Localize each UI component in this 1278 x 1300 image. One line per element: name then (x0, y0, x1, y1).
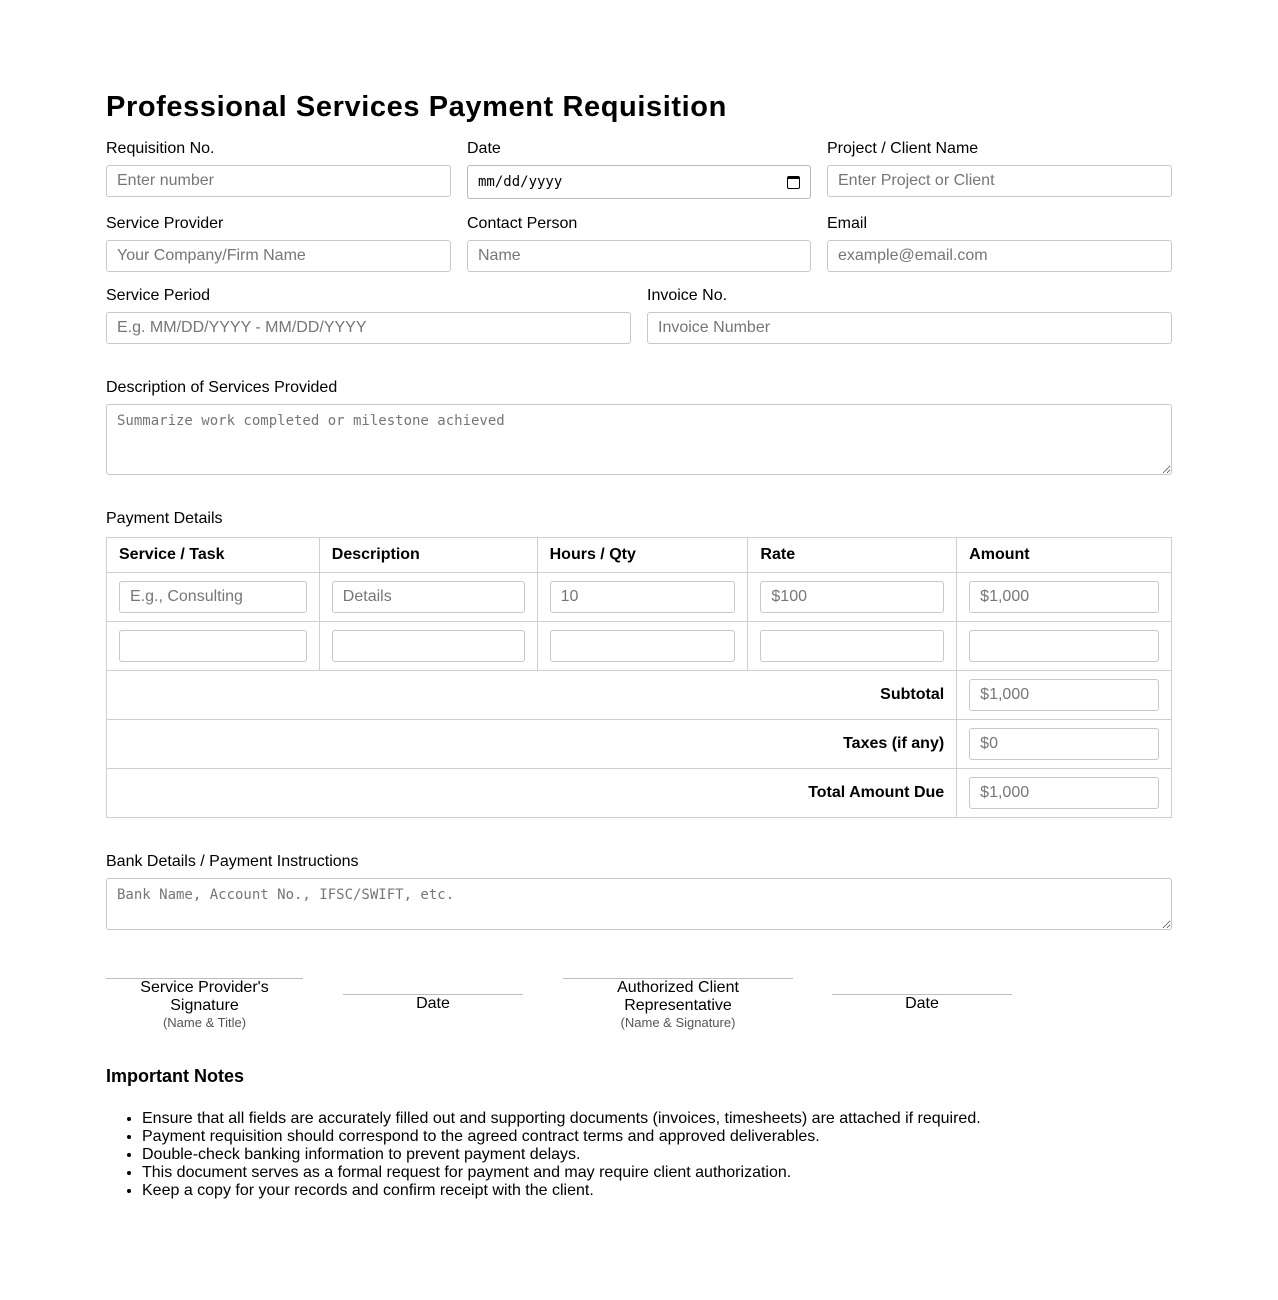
project-label: Project / Client Name (827, 140, 979, 157)
service-provider-label: Service Provider (106, 215, 224, 232)
taxes-label: Taxes (if any) (107, 720, 957, 769)
service-period-label: Service Period (106, 287, 211, 304)
column-header: Hours / Qty (537, 538, 748, 573)
notes-heading: Important Notes (106, 1066, 245, 1086)
bank-details-textarea[interactable] (106, 878, 1172, 930)
contact-person-field (467, 215, 811, 275)
notes-list (106, 1110, 1208, 1200)
invoice-no-field (647, 287, 1172, 347)
requisition-no-label: Requisition No. (106, 140, 215, 157)
invoice-no-label: Invoice No. (647, 287, 728, 304)
total-label: Total Amount Due (107, 769, 957, 818)
column-header: Amount (957, 538, 1172, 573)
subtotal-label: Subtotal (107, 671, 957, 720)
table-row (107, 573, 1172, 622)
email-label: Email (827, 215, 868, 232)
date-input[interactable] (467, 165, 811, 199)
email-field (827, 215, 1172, 275)
project-field (827, 140, 1172, 200)
requisition-no-input[interactable] (106, 165, 451, 197)
list-item: • Payment requisition should correspond to the agreed contract terms and approved deliverables. (142, 1128, 1208, 1146)
provider-signature-sublabel: (Name & Title) (162, 1015, 247, 1030)
list-item: • Keep a copy for your records and confirm receipt with the client. (142, 1182, 1208, 1200)
subtotal-input[interactable] (969, 679, 1159, 711)
client-signature-sublabel: (Name & Signature) (620, 1015, 736, 1030)
date-placeholder: mm/dd/yyyy (478, 174, 563, 190)
total-row (107, 769, 1172, 818)
column-header: Rate (748, 538, 957, 573)
service-task-input[interactable] (119, 630, 307, 662)
project-input[interactable] (827, 165, 1172, 197)
rate-input[interactable] (760, 581, 944, 613)
client-signature-block (563, 978, 793, 1031)
date-field (467, 140, 811, 200)
client-signature-label: Authorized Client Representative (617, 979, 739, 1014)
taxes-row (107, 720, 1172, 769)
provider-date-label: Date (416, 995, 450, 1012)
description-textarea[interactable] (106, 404, 1172, 475)
provider-signature-label: Service Provider's Signature (140, 979, 269, 1014)
taxes-input[interactable] (969, 728, 1159, 760)
service-provider-input[interactable] (106, 240, 451, 272)
bank-details-label: Bank Details / Payment Instructions (106, 853, 359, 870)
column-header: Service / Task (107, 538, 320, 573)
service-period-input[interactable] (106, 312, 631, 344)
provider-signature-block (106, 978, 303, 1031)
column-header: Description (319, 538, 537, 573)
client-date-block (832, 994, 1012, 1013)
email-input[interactable] (827, 240, 1172, 272)
list-item: • Double-check banking information to prevent payment delays. (142, 1146, 1208, 1164)
page-title: Professional Services Payment Requisition (106, 91, 727, 123)
invoice-no-input[interactable] (647, 312, 1172, 344)
table-header-row (107, 538, 1172, 573)
contact-person-label: Contact Person (467, 215, 578, 232)
total-input[interactable] (969, 777, 1159, 809)
provider-date-block (343, 994, 523, 1013)
amount-input[interactable] (969, 630, 1159, 662)
calendar-icon[interactable] (787, 176, 800, 189)
rate-input[interactable] (760, 630, 944, 662)
service-provider-field (106, 215, 451, 275)
list-item: • This document serves as a formal request for payment and may require client authorization. (142, 1164, 1208, 1182)
requisition-no-field (106, 140, 451, 200)
list-item: • Ensure that all fields are accurately filled out and supporting documents (invoices, timesheets) are attached if required. (142, 1110, 1208, 1128)
payment-details-label: Payment Details (106, 510, 223, 527)
description-input[interactable] (332, 581, 525, 613)
service-period-field (106, 287, 631, 347)
payment-table (106, 537, 1172, 818)
contact-person-input[interactable] (467, 240, 811, 272)
service-task-input[interactable] (119, 581, 307, 613)
description-label: Description of Services Provided (106, 379, 338, 396)
description-input[interactable] (332, 630, 525, 662)
amount-input[interactable] (969, 581, 1159, 613)
hours-qty-input[interactable] (550, 630, 736, 662)
date-label: Date (467, 140, 501, 157)
hours-qty-input[interactable] (550, 581, 736, 613)
client-date-label: Date (905, 995, 939, 1012)
subtotal-row (107, 671, 1172, 720)
table-row (107, 622, 1172, 671)
